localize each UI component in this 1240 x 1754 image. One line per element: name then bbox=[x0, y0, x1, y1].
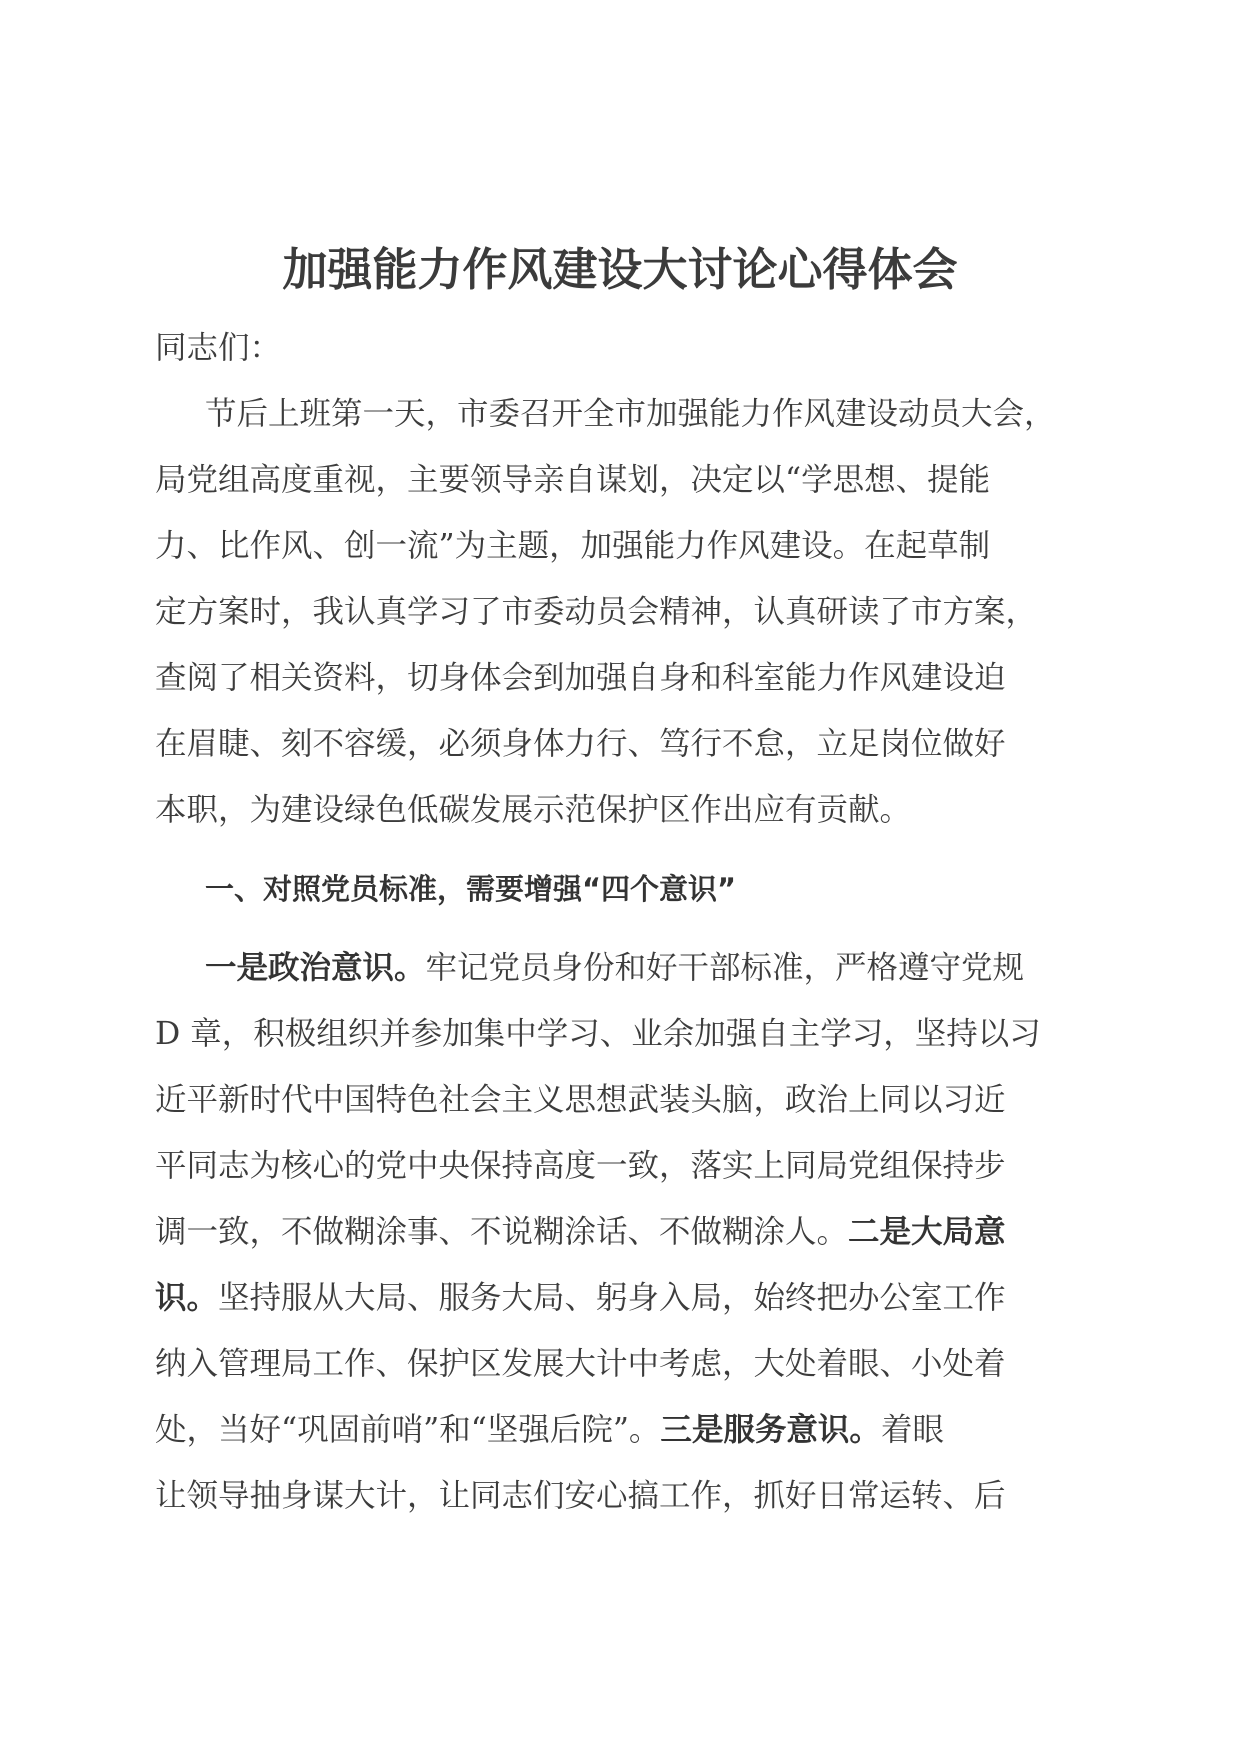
paragraph-line: 查阅了相关资料，切身体会到加强自身和科室能力作风建设迫 bbox=[155, 660, 1006, 696]
text-run: 调一致，不做糊涂事、不说糊涂话、不做糊涂人。 bbox=[155, 1214, 849, 1250]
text-run: 牢记党员身份和好干部标准，严格遵守党规 bbox=[425, 950, 1025, 986]
bold-lead: 二是大局意 bbox=[848, 1214, 1006, 1250]
paragraph-line: 在眉睫、刻不容缓，必须身体力行、笃行不怠，立足岗位做好 bbox=[155, 726, 1006, 762]
paragraph-line bbox=[155, 1199, 1006, 1265]
text-run: 着眼 bbox=[880, 1412, 944, 1448]
paragraph-line bbox=[155, 1397, 944, 1463]
paragraph-line bbox=[205, 935, 1024, 1001]
paragraph-line: 本职，为建设绿色低碳发展示范保护区作出应有贡献。 bbox=[155, 792, 912, 828]
paragraph-line bbox=[155, 1265, 1006, 1331]
paragraph-line: 近平新时代中国特色社会主义思想武装头脑，政治上同以习近 bbox=[155, 1082, 1006, 1118]
bold-lead: 一是政治意识。 bbox=[205, 950, 426, 986]
greeting: 同志们： bbox=[155, 330, 282, 366]
bold-lead: 识。 bbox=[155, 1280, 219, 1316]
bold-lead: 三是服务意识。 bbox=[660, 1412, 881, 1448]
text-run: 坚持服从大局、服务大局、躬身入局，始终把办公室工作 bbox=[218, 1280, 1006, 1316]
text-run: 处，当好“巩固前哨”和“坚强后院”。 bbox=[155, 1412, 661, 1448]
paragraph-line: 节后上班第一天，市委召开全市加强能力作风建设动员大会， bbox=[205, 396, 1056, 432]
paragraph-line: D 章，积极组织并参加集中学习、业余加强自主学习，坚持以习 bbox=[155, 1016, 1041, 1052]
section-heading: 一、对照党员标准，需要增强“四个意识” bbox=[205, 872, 737, 906]
document-title: 加强能力作风建设大讨论心得体会 bbox=[282, 243, 958, 296]
paragraph-line: 力、比作风、创一流”为主题，加强能力作风建设。在起草制 bbox=[155, 528, 991, 564]
paragraph-line: 让领导抽身谋大计，让同志们安心搞工作，抓好日常运转、后 bbox=[155, 1478, 1006, 1514]
paragraph-line: 平同志为核心的党中央保持高度一致，落实上同局党组保持步 bbox=[155, 1148, 1006, 1184]
paragraph-line: 纳入管理局工作、保护区发展大计中考虑，大处着眼、小处着 bbox=[155, 1346, 1006, 1382]
paragraph-line: 局党组高度重视，主要领导亲自谋划，决定以“学思想、提能 bbox=[155, 462, 991, 498]
paragraph-line: 定方案时，我认真学习了市委动员会精神，认真研读了市方案， bbox=[155, 594, 1038, 630]
